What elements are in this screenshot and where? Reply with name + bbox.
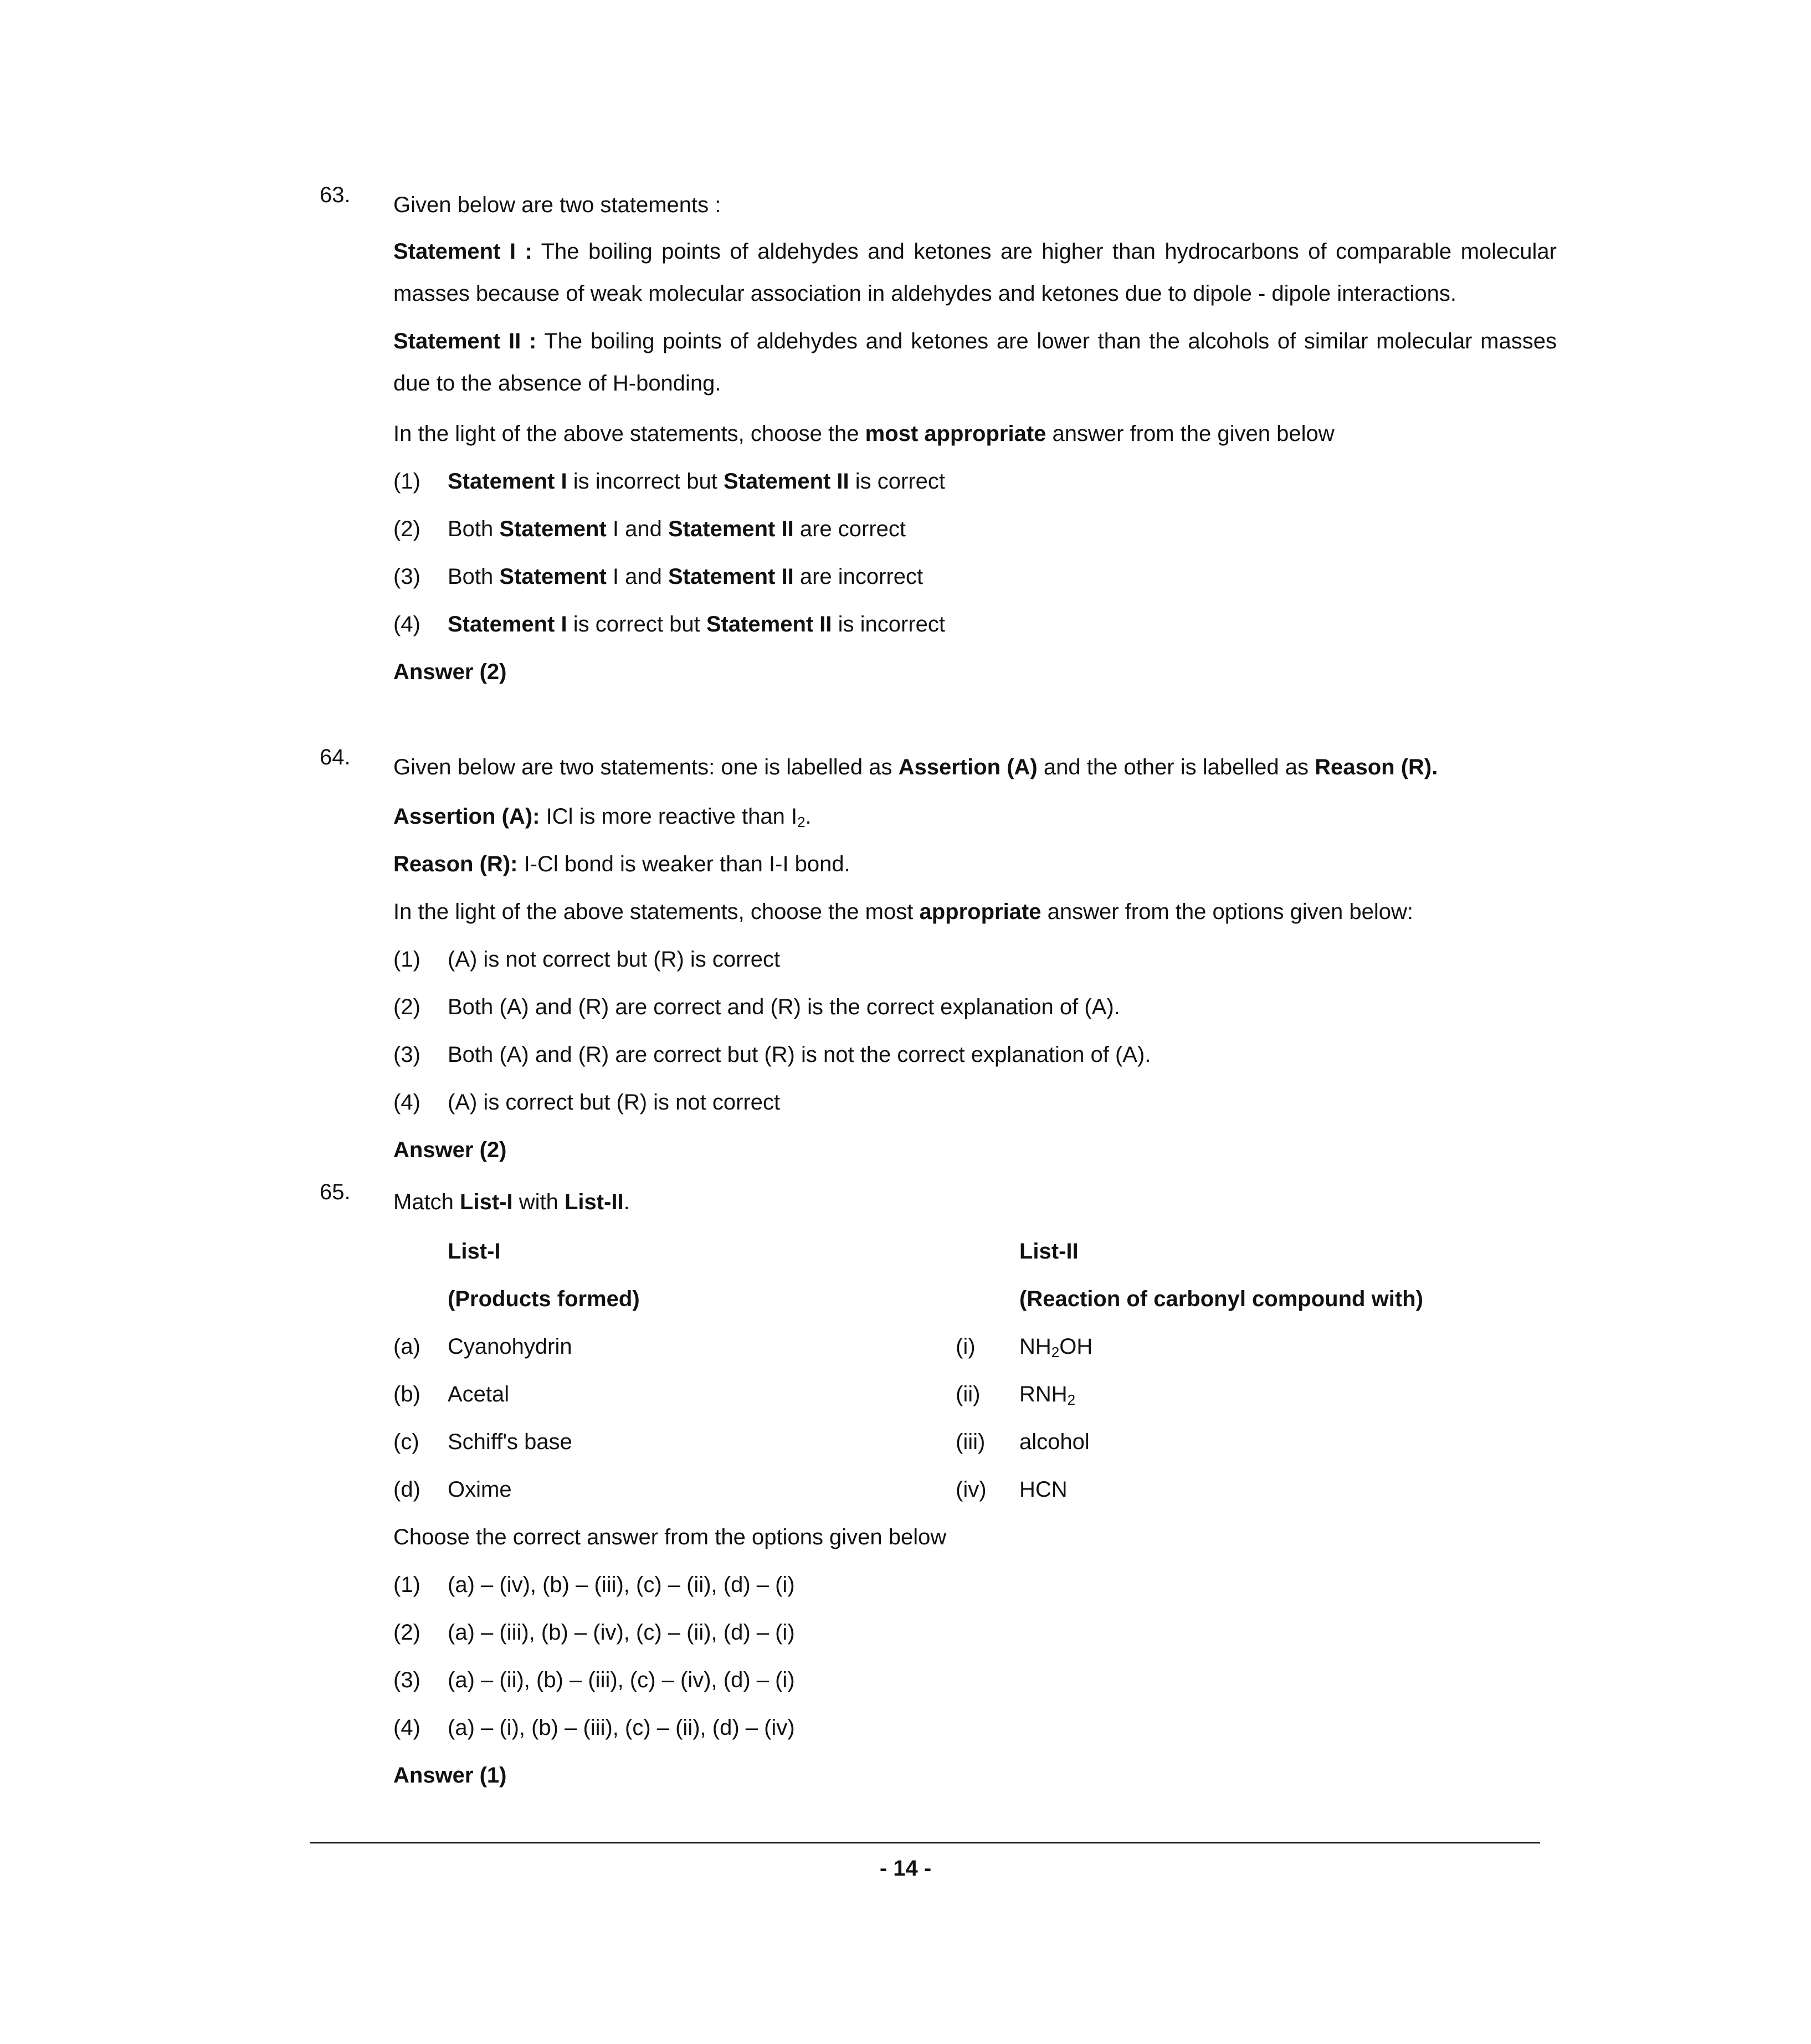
question-number: 64. bbox=[320, 745, 351, 769]
option-1 bbox=[393, 458, 1557, 505]
option-3 bbox=[393, 553, 1557, 600]
list-headings bbox=[393, 1228, 1557, 1275]
reason: Reason (R): I-Cl bond is weaker than I-I bond. bbox=[393, 852, 850, 876]
question-number: 63. bbox=[320, 183, 351, 207]
list-1-subtitle: (Products formed) bbox=[448, 1287, 640, 1311]
option-number: (3) bbox=[393, 564, 420, 589]
assertion: Assertion (A): ICl is more reactive than $I_2$. bbox=[393, 804, 812, 830]
answer: Answer (1) bbox=[393, 1763, 507, 1788]
option-number: (3) bbox=[393, 1668, 420, 1692]
statement-1 bbox=[393, 230, 1557, 315]
option-text: Both (A) and (R) are correct but (R) is not the correct explanation of (A). bbox=[448, 1042, 1151, 1067]
option-4 bbox=[393, 1079, 1557, 1126]
match-row: (a) Cyanohydrin (i) $NH_2OH$ bbox=[393, 1334, 1093, 1360]
question-prompt bbox=[393, 410, 1557, 458]
question-intro: Given below are two statements : bbox=[393, 193, 721, 217]
statement-1-text: The boiling points of aldehydes and ketones are higher than hydrocarbons of comparable molecular masses because of weak molecular association in aldehydes and ketones due to dipole - dipole interactions. bbox=[393, 239, 1557, 306]
option-number: (1) bbox=[393, 469, 420, 494]
option-1 bbox=[393, 1561, 1557, 1609]
question-intro: Match List-I with List-II. bbox=[393, 1190, 630, 1214]
option-text: (a) – (ii), (b) – (iii), (c) – (iv), (d) – (i) bbox=[448, 1668, 795, 1692]
option-number: (2) bbox=[393, 995, 420, 1019]
option-text: (A) is not correct but (R) is correct bbox=[448, 947, 781, 972]
answer: Answer (2) bbox=[393, 1138, 507, 1162]
option-text: (A) is correct but (R) is not correct bbox=[448, 1090, 781, 1115]
option-number: (4) bbox=[393, 612, 420, 636]
option-number: (1) bbox=[393, 1573, 420, 1597]
question-intro: Given below are two statements: one is labelled as Assertion (A) and the other is labelled as Reason (R). bbox=[393, 755, 1438, 779]
prompt-text: In the light of the above statements, choose the bbox=[393, 422, 865, 446]
question-number: 65. bbox=[320, 1180, 351, 1204]
option-text: (a) – (iii), (b) – (iv), (c) – (ii), (d) – (i) bbox=[448, 1620, 795, 1645]
option-text: (a) – (i), (b) – (iii), (c) – (ii), (d) – (iv) bbox=[448, 1716, 795, 1740]
match-row: (b) Acetal (ii) $RNH_2$ bbox=[393, 1382, 1076, 1408]
prompt-text: answer from the given below bbox=[1046, 422, 1335, 446]
option-text: Both (A) and (R) are correct and (R) is the correct explanation of (A). bbox=[448, 995, 1120, 1019]
list-2-title: List-II bbox=[1019, 1239, 1079, 1264]
option-number: (1) bbox=[393, 947, 420, 972]
question-body bbox=[393, 1180, 1557, 1799]
option-text: (a) – (iv), (b) – (iii), (c) – (ii), (d) – (i) bbox=[448, 1573, 795, 1597]
assertion-label: Assertion (A): bbox=[393, 804, 540, 829]
option-text: Both Statement I and Statement II are correct bbox=[448, 517, 906, 541]
option-2 bbox=[393, 505, 1557, 553]
option-2 bbox=[393, 1609, 1557, 1656]
question-body bbox=[393, 745, 1557, 1174]
option-number: (4) bbox=[393, 1716, 420, 1740]
list-1-title: List-I bbox=[448, 1239, 501, 1264]
option-4 bbox=[393, 1704, 1557, 1752]
reason-label: Reason (R): bbox=[393, 852, 518, 876]
question-body bbox=[393, 183, 1557, 696]
option-1 bbox=[393, 936, 1557, 983]
option-text: Statement I is correct but Statement II is incorrect bbox=[448, 612, 946, 636]
question-prompt: In the light of the above statements, choose the most appropriate answer from the options given below: bbox=[393, 900, 1413, 924]
option-text: Statement I is incorrect but Statement II is correct bbox=[448, 469, 946, 494]
option-number: (2) bbox=[393, 1620, 420, 1645]
option-4 bbox=[393, 600, 1557, 648]
statement-2 bbox=[393, 320, 1557, 404]
question-prompt: Choose the correct answer from the options given below bbox=[393, 1525, 947, 1549]
statement-2-label: Statement II : bbox=[393, 329, 537, 353]
option-3 bbox=[393, 1031, 1557, 1079]
option-number: (3) bbox=[393, 1042, 420, 1067]
option-2 bbox=[393, 983, 1557, 1031]
prompt-emphasis: most appropriate bbox=[865, 422, 1046, 446]
list-subheadings bbox=[393, 1275, 1557, 1323]
answer: Answer (2) bbox=[393, 660, 507, 684]
option-number: (2) bbox=[393, 517, 420, 541]
list-2-subtitle: (Reaction of carbonyl compound with) bbox=[1019, 1287, 1423, 1311]
page-number: - 14 - bbox=[879, 1856, 932, 1881]
statement-2-text: The boiling points of aldehydes and ketones are lower than the alcohols of similar molecular masses due to the absence of H-bonding. bbox=[393, 329, 1557, 396]
match-row: (c) Schiff's base (iii) alcohol bbox=[393, 1430, 1090, 1454]
option-text: Both Statement I and Statement II are incorrect bbox=[448, 564, 924, 589]
option-number: (4) bbox=[393, 1090, 420, 1115]
option-3 bbox=[393, 1656, 1557, 1704]
statement-1-label: Statement I : bbox=[393, 239, 532, 264]
match-row: (d) Oxime (iv) HCN bbox=[393, 1477, 1068, 1502]
